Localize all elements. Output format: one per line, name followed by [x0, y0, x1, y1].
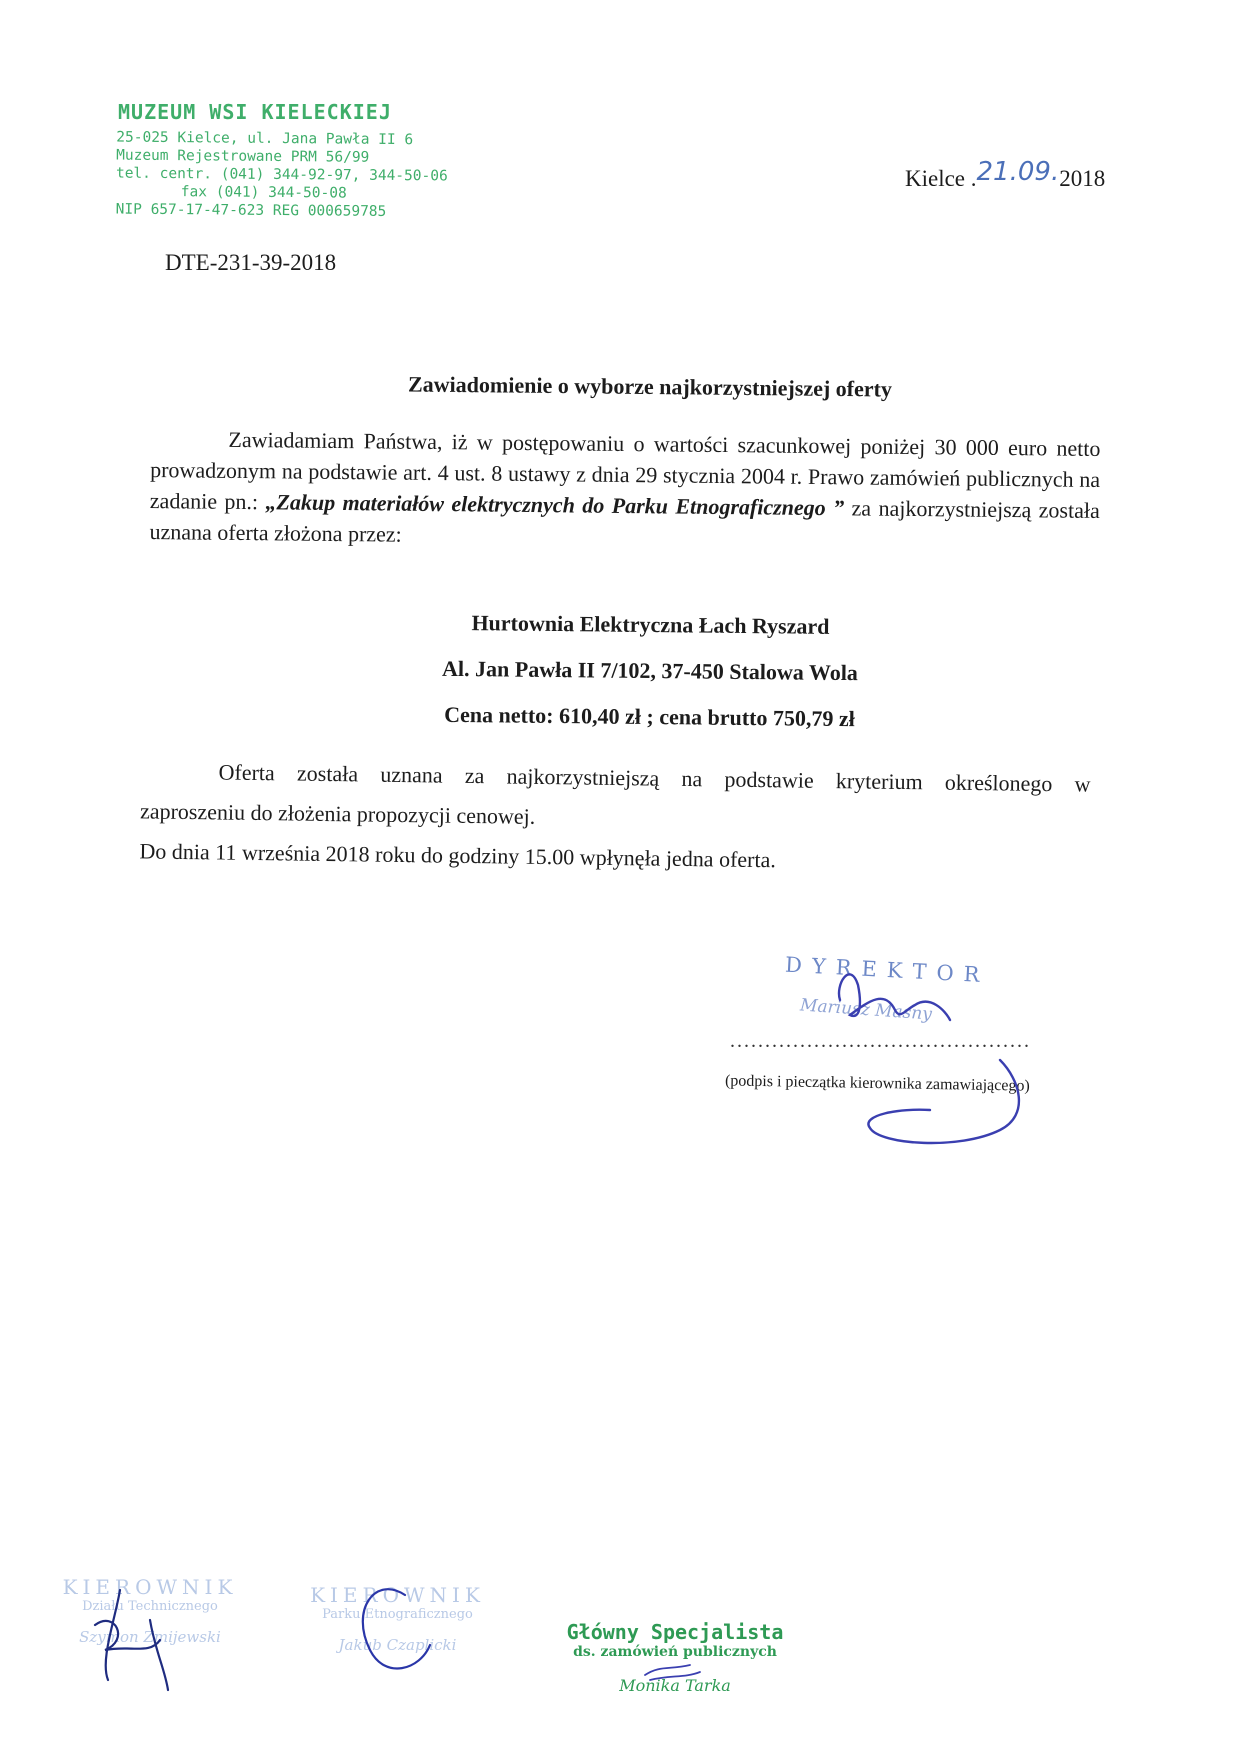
signature-line: ........................................... — [730, 1030, 1031, 1052]
winner-name: Hurtownia Elektryczna Łach Ryszard — [471, 610, 830, 639]
k2-name: Jakub Czaplicki — [338, 1636, 457, 1654]
museum-stamp-title: MUZEUM WSI KIELECKIEJ — [118, 100, 392, 124]
place: Kielce . — [905, 166, 977, 191]
gs-subtitle: ds. zamówień publicznych — [573, 1644, 777, 1660]
document-title: Zawiadomienie o wyborze najkorzystniejszej oferty — [407, 371, 893, 402]
body-text-2: za najkorzystniejszą została uznana oferta złożona przez: — [149, 495, 1100, 547]
k2-title: KIEROWNIK — [310, 1583, 485, 1607]
stamp-fax: fax (041) 344-50-08 — [180, 184, 347, 202]
winner-price: Cena netto: 610,40 zł ; cena brutto 750,79 zł — [444, 701, 855, 732]
k2-subtitle: Parku Etnograficznego — [322, 1607, 473, 1622]
handwritten-date: 21.09. — [976, 157, 1060, 187]
k1-subtitle: Działu Technicznego — [82, 1599, 218, 1614]
k1-name: Szymon Zmijewski — [79, 1628, 221, 1646]
offers-count-line: Do dnia 11 września 2018 roku do godziny 15.00 wpłynęła jedna oferta. — [139, 838, 777, 873]
gs-title: Główny Specjalista — [566, 1620, 784, 1644]
director-stamp-name: Mariusz Masny — [799, 995, 933, 1025]
justification-line-1: Oferta została uznana za najkorzystniejszą na podstawie kryterium określonego w — [218, 759, 1091, 797]
reference-number: DTE-231-39-2018 — [165, 250, 337, 275]
stamp-phone: tel. centr. (041) 344-92-97, 344-50-06 — [115, 165, 448, 185]
signature-caption: (podpis i pieczątka kierownika zamawiającego) — [724, 1072, 1030, 1095]
date-year: 2018 — [1059, 166, 1106, 191]
stamp-nip: NIP 657-17-47-623 REG 000659785 — [115, 201, 387, 220]
director-stamp-title: DYREKTOR — [784, 952, 991, 988]
task-name: „Zakup materiałów elektrycznych do Parku Etnograficznego ” — [265, 489, 845, 521]
body-text-1: Zawiadamiam Państwa, iż w postępowaniu o wartości szacunkowej poniżej 30 000 euro netto prowadzonym na podstawie art. 4 ust. 8 ustawy z dnia 29 stycznia 2004 r. Prawo zamówień publicznych na zadanie pn.: — [149, 426, 1101, 515]
justification-line-2: zaproszeniu do złożenia propozycji cenowej. — [139, 798, 536, 829]
k1-title: KIEROWNIK — [62, 1575, 238, 1599]
stamp-address: 25-025 Kielce, ul. Jana Pawła II 6 — [116, 129, 414, 149]
gs-name: Monika Tarka — [619, 1676, 731, 1695]
winner-address: Al. Jan Pawła II 7/102, 37-450 Stalowa Wola — [441, 655, 859, 686]
stamp-registry: Muzeum Rejestrowane PRM 56/99 — [116, 147, 370, 166]
